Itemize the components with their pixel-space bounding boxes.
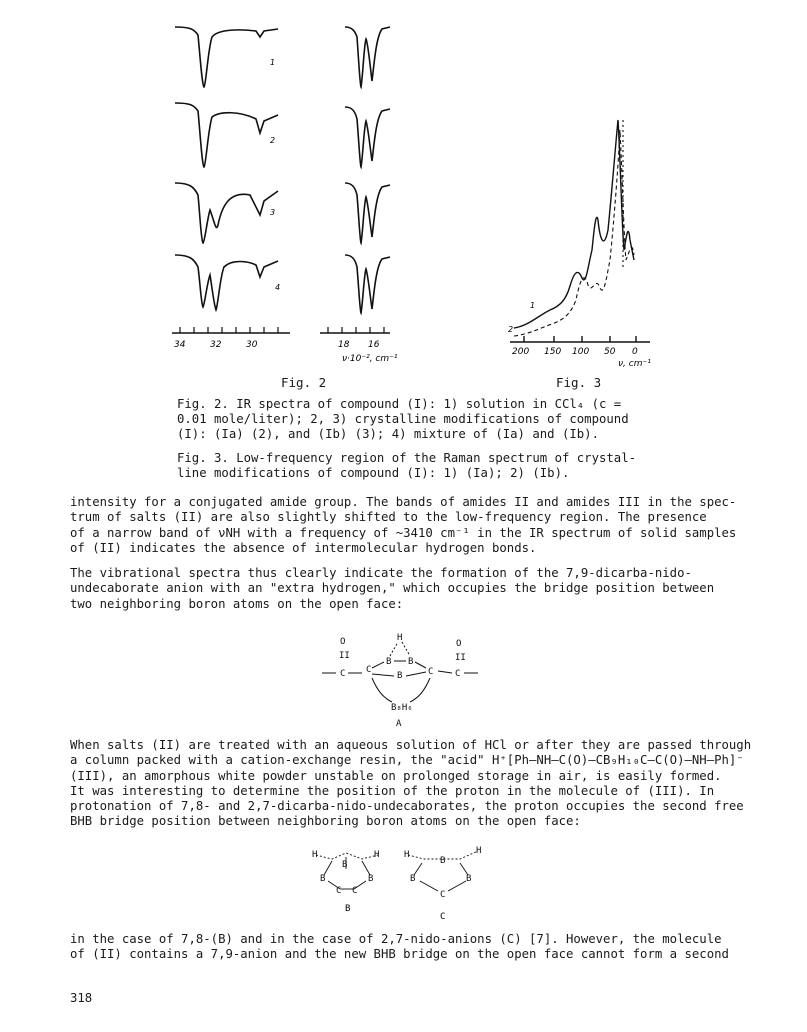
scheme-a-o1: O [340,637,346,647]
scheme-a-b8h6: B₈H₆ [391,703,413,713]
scheme-a-o2: O [456,639,462,649]
fig2-curve-3-left [175,183,278,243]
svg-text:C: C [440,890,446,900]
scheme-a-b2: B [408,657,414,667]
scheme-b-structure [310,845,390,915]
scheme-a-label: A [396,719,402,729]
svg-text:C: C [352,886,358,896]
fig2-curve-4-left [175,255,281,310]
fig2-curve-label-3: 3 [270,208,276,217]
fig3-tick-200: 200 [512,347,530,357]
svg-text:B: B [342,860,348,870]
fig2-tick-34: 34 [174,340,186,350]
figure-3-raman-spectrum [500,110,660,370]
fig2-tick-16: 16 [368,340,380,350]
fig3-axis-unit: ν, cm⁻¹ [618,359,651,369]
scheme-c-structure [402,845,492,925]
fig2-curve-label-2: 2 [270,136,276,145]
svg-text:B: B [368,874,374,884]
svg-text:B: B [466,874,472,884]
page-number: 318 [70,991,93,1005]
paragraph-2: The vibrational spectra thus clearly indicate the formation of the 7,9-dicarba-nido- undecaborate anion with an "extra hydrogen," which occupies the bridge position between two neighboring boron atoms on the open face: [70,566,715,611]
fig2-curve-2-right [345,107,390,167]
fig3-label: Fig. 3 [556,375,602,390]
fig2-axis-unit: ν·10⁻², cm⁻¹ [342,354,398,364]
svg-text:H: H [312,850,318,860]
scheme-a-dbl2: II [455,653,466,663]
fig3-curve-1 [514,120,634,328]
fig3-curve-label-1: 1 [530,301,536,310]
scheme-a-h: H [397,633,403,643]
fig2-label: Fig. 2 [281,375,327,390]
fig3-tick-0: 0 [632,347,638,357]
svg-text:C: C [336,886,342,896]
scheme-a-c2: C [366,665,372,675]
paragraph-1: intensity for a conjugated amide group. The bands of amides II and amides III in the spec- trum of salts (II) are also slightly shifted to the low-frequency region. The presence of a narrow band of νNH with a frequency of ~3410 cm⁻¹ in the IR spectrum of solid samples of (II) indicates the absence of intermolecular hydrogen bonds. [70,495,737,555]
fig2-curve-1-right [345,27,390,87]
paragraph-4: in the case of 7,8-(B) and in the case of 2,7-nido-anions (C) [7]. However, the molecule of (II) contains a 7,9-anion and the new BHB bridge on the open face cannot form a second [70,932,729,962]
fig2-tick-18: 18 [338,340,350,350]
scheme-a-b1: B [386,657,392,667]
svg-text:H: H [374,850,380,860]
fig3-tick-50: 50 [604,347,616,357]
svg-text:B: B [410,874,416,884]
fig2-curve-1-left [175,27,278,87]
scheme-a-dbl1: II [339,651,350,661]
fig2-curve-label-4: 4 [275,283,281,292]
paragraph-3: When salts (II) are treated with an aqueous solution of HCl or after they are passed through a column packed with a cation-exchange resin, the "acid" H⁺[Ph—NH—C(O)—CB₉H₁₀C—C(O)—NH—Ph]⁻ (III), an amorphous white powder unstable on prolonged storage in air, is easily formed. It was interesting to determine the position of the proton in the molecule of (III). In protonation of 7,8- and 2,7-dicarba-nido-undecaborates, the proton occupies the second free BHB bridge position between neighboring boron atoms on the open face: [70,738,752,829]
scheme-a-b3: B [397,671,403,681]
fig3-curve-label-2: 2 [508,325,514,334]
scheme-a-structure [310,632,500,732]
scheme-b-label: B [345,904,351,914]
fig2-tick-30: 30 [246,340,258,350]
figure-2-ir-spectra [160,15,410,375]
svg-text:H: H [476,846,482,856]
fig3-tick-100: 100 [572,347,590,357]
scheme-a-c1: C [340,669,346,679]
svg-text:B: B [320,874,326,884]
fig2-curve-4-right [345,255,390,313]
scheme-c-label: C [440,912,446,922]
scheme-a-c4: C [455,669,461,679]
fig3-tick-150: 150 [544,347,562,357]
svg-text:H: H [404,850,410,860]
fig2-curve-3-right [345,183,390,243]
svg-text:B: B [440,856,446,866]
fig2-curve-2-left [175,103,278,167]
scheme-a-c3: C [428,667,434,677]
fig3-caption: Fig. 3. Low-frequency region of the Raman spectrum of crystal- line modifications of compound (I): 1) (Ia); 2) (Ib). [177,451,637,480]
fig2-tick-32: 32 [210,340,222,350]
fig2-caption: Fig. 2. IR spectra of compound (I): 1) solution in CCl₄ (c = 0.01 mole/liter); 2, 3) crystalline modifications of compound (I): (Ia) (2), and (Ib) (3); 4) mixture of (Ia) and (Ib). [177,397,629,441]
fig2-curve-label-1: 1 [270,58,276,67]
